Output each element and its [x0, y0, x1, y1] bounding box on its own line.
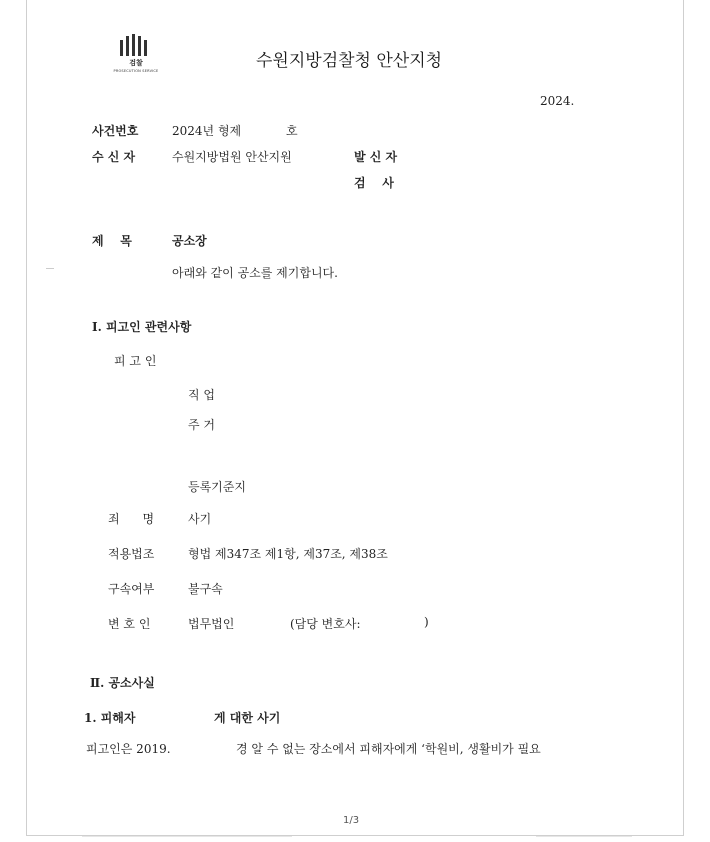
counsel-label: 변 호 인 — [108, 617, 151, 631]
applicable-law-value: 형법 제347조 제1항, 제37조, 제38조 — [188, 547, 388, 561]
detention-value: 불구속 — [188, 582, 223, 596]
document-date: 2024. — [540, 94, 575, 108]
charge-label: 죄 명 — [108, 512, 155, 526]
margin-mark — [46, 268, 54, 269]
defendant-label: 피 고 인 — [114, 354, 157, 368]
counsel-close: ) — [424, 615, 429, 629]
subject-value: 공소장 — [172, 234, 207, 248]
applicable-law-label: 적용법조 — [108, 547, 155, 561]
body-start: 피고인은 2019. — [86, 742, 171, 756]
detention-label: 구속여부 — [108, 582, 155, 596]
occupation-label: 직 업 — [188, 388, 215, 402]
registered-domicile-label: 등록기준지 — [188, 480, 246, 494]
subject-intro: 아래와 같이 공소를 제기합니다. — [172, 266, 338, 280]
case-number-value: 2024년 형제 — [172, 124, 242, 138]
page-number: 1/3 — [343, 815, 360, 826]
recipient-label: 수 신 자 — [92, 150, 136, 164]
prosecution-logo — [112, 34, 160, 82]
subject-label: 제 목 — [92, 234, 132, 248]
counsel-value: 법무법인 — [188, 617, 235, 631]
item-number: 1. 피해자 — [84, 711, 136, 725]
case-number-suffix: 호 — [286, 124, 298, 138]
prosecutor-label: 검 사 — [354, 176, 394, 190]
counsel-note: (담당 변호사: — [290, 617, 361, 631]
agency-title: 수원지방검찰청 안산지청 — [256, 51, 443, 71]
footer-rule-left — [82, 836, 292, 837]
item-title: 게 대한 사기 — [214, 711, 281, 725]
sender-label: 발 신 자 — [354, 150, 398, 164]
body-continued: 경 알 수 없는 장소에서 피해자에게 ‘학원비, 생활비가 필요 — [236, 742, 541, 756]
footer-rule-right — [536, 836, 632, 837]
section2-heading: Ⅱ. 공소사실 — [90, 676, 155, 690]
case-number-label: 사건번호 — [92, 124, 139, 138]
recipient-value: 수원지방법원 안산지원 — [172, 150, 292, 164]
logo-text: 검찰 — [129, 59, 143, 67]
address-label: 주 거 — [188, 418, 215, 432]
logo-bars-icon — [120, 34, 150, 56]
charge-value: 사기 — [188, 512, 212, 526]
section1-heading: Ⅰ. 피고인 관련사항 — [92, 320, 192, 334]
logo-subtext: PROSECUTION SERVICE — [113, 69, 159, 73]
